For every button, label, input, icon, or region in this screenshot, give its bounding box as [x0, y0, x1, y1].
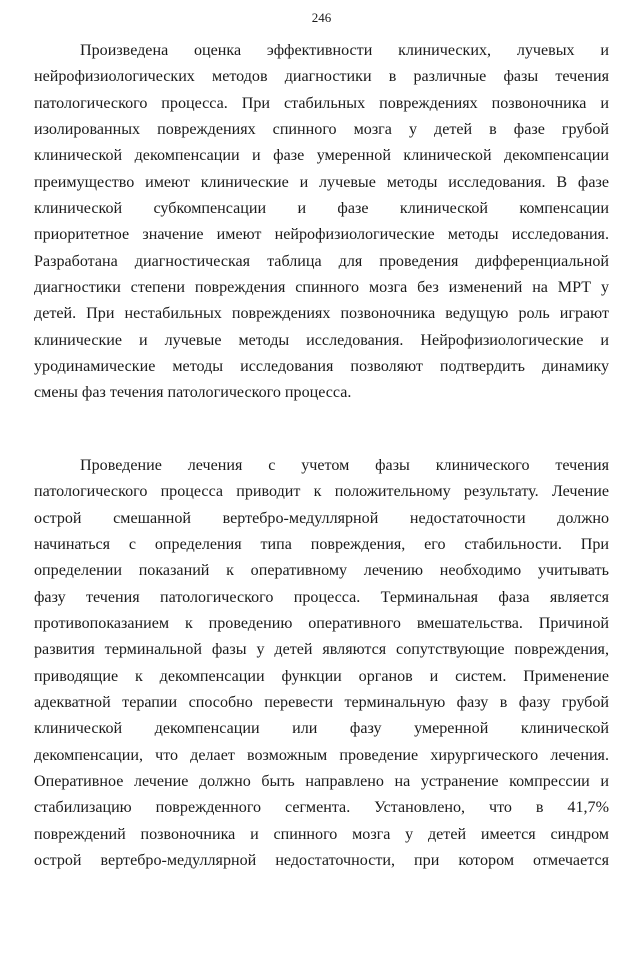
text-line: приоритетное значение имеют нейрофизиологические методы исследования. — [34, 226, 609, 244]
text-line: стабилизацию поврежденного сегмента. Установлено, что в 41,7% — [34, 799, 609, 817]
page-number: 246 — [311, 10, 332, 25]
text-line: приводящие к декомпенсации функции органов и систем. Применение — [34, 667, 609, 685]
text-line: декомпенсации, что делает возможным проведение хирургического лечения. — [34, 746, 609, 764]
text-line: острой смешанной вертебро-медуллярной недостаточности должно — [34, 509, 609, 527]
text-line: клинические и лучевые методы исследования. Нейрофизиологические и — [34, 331, 609, 349]
text-line: изолированных повреждениях спинного мозга у детей в фазе грубой — [34, 121, 609, 139]
text-line: начинаться с определения типа повреждения, его стабильности. При — [34, 536, 609, 554]
paragraph-2 — [34, 453, 609, 875]
text-line: патологического процесса. При стабильных повреждениях позвоночника и — [34, 94, 609, 112]
text-line: Произведена оценка эффективности клинических, лучевых и — [80, 42, 609, 59]
text-line: детей. При нестабильных повреждениях позвоночника ведущую роль играют — [34, 305, 609, 323]
text-line: уродинамические методы исследования позволяют подтвердить динамику — [34, 358, 609, 376]
text-line: клинической декомпенсации или фазу умеренной клинической — [34, 720, 609, 738]
text-line: нейрофизиологических методов диагностики в различные фазы течения — [34, 68, 609, 86]
text-line: клинической декомпенсации и фазе умеренной клинической декомпенсации — [34, 147, 609, 165]
text-line: острой вертебро-медуллярной недостаточности, при котором отмечается — [34, 852, 609, 870]
text-line: развития терминальной фазы у детей являются сопутствующие повреждения, — [34, 641, 609, 659]
text-line: фазу течения патологического процесса. Терминальная фаза является — [34, 588, 609, 606]
text-line: повреждений позвоночника и спинного мозга у детей имеется синдром — [34, 825, 609, 843]
text-line: Оперативное лечение должно быть направлено на устранение компрессии и — [34, 773, 609, 791]
text-line: преимущество имеют клинические и лучевые методы исследования. В фазе — [34, 173, 609, 191]
text-line: диагностики степени повреждения спинного мозга без изменений на МРТ у — [34, 279, 609, 297]
text-line: патологического процесса приводит к положительному результату. Лечение — [34, 483, 609, 501]
text-line: Проведение лечения с учетом фазы клинического течения — [80, 457, 609, 474]
text-line: Разработана диагностическая таблица для проведения дифференциальной — [34, 252, 609, 270]
text-line: смены фаз течения патологического процесса. — [34, 384, 352, 402]
text-line: определении показаний к оперативному лечению необходимо учитывать — [34, 562, 609, 580]
paragraph-1 — [34, 38, 609, 407]
text-line: адекватной терапии способно перевести терминальную фазу в фазу грубой — [34, 694, 609, 712]
text-line: противопоказанием к проведению оперативного вмешательства. Причиной — [34, 615, 609, 633]
text-line: клинической субкомпенсации и фазе клинической компенсации — [34, 200, 609, 218]
